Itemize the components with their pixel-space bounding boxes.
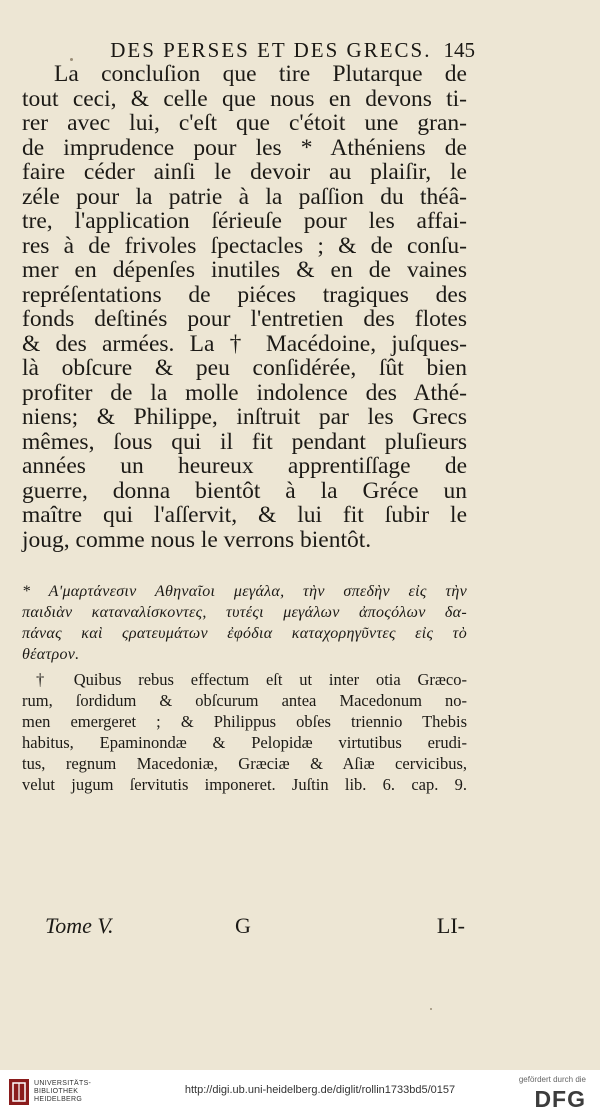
text-line: joug, comme nous le verrons bientôt. (22, 526, 372, 553)
greek-footnote-line: παιδιὰν καταναλίσκοντες, τυτέςι μεγάλων ἀποςόλων δα- (22, 604, 467, 621)
library-name: UNIVERSITÄTS- BIBLIOTHEK HEIDELBERG (34, 1080, 92, 1103)
viewer-footer-bar (0, 1070, 600, 1115)
greek-footnote-line: * Αʹμαρτάνεσιν Αθηναῖοι μεγάλα, τὴν σπεδὴν εἰς τὴν (22, 583, 467, 600)
text-line: repréſentations de piéces tragiques des (22, 281, 467, 308)
text-line: La concluſion que tire Plutarque de (54, 61, 467, 87)
text-line: & des armées. La † Macédoine, juſques- (22, 330, 467, 357)
text-line: profiter de la molle indolence des Athé- (22, 379, 467, 406)
text-line: là obſcure & peu conſidérée, ſût bien (22, 355, 467, 381)
text-line: maître qui l'aſſervit, & lui fit ſubir le (22, 502, 467, 528)
paper-speck (430, 1008, 432, 1010)
university-seal-icon (8, 1078, 30, 1106)
text-line: tre, l'application ſérieuſe pour les affai- (22, 208, 467, 234)
greek-footnote-line: πάνας καὶ ςρατευμάτων ἐφόδια καταχορηγῦντες εἰς τὸ (22, 625, 467, 642)
sponsor-caption: gefördert durch die (518, 1075, 586, 1084)
latin-footnote-line: habitus, Epaminondæ & Pelopidæ virtutibus erudi- (22, 733, 467, 752)
footnotes (22, 581, 467, 795)
permalink-url[interactable]: http://digi.ub.uni-heidelberg.de/diglit/rollin1733bd5/0157 (184, 1084, 456, 1096)
main-text (22, 62, 467, 552)
text-line: zéle pour la patrie à la paſſion du théâ- (22, 183, 467, 210)
paper-speck (70, 58, 73, 61)
greek-footnote-line: θέατρον. (22, 646, 80, 663)
catchword: LI- (436, 913, 465, 938)
dfg-logo: DFG (534, 1086, 586, 1112)
volume-label: Tome V. (45, 913, 114, 938)
latin-footnote-line: † Quibus rebus effectum eſt ut inter otia Græco- (36, 670, 467, 689)
latin-footnote-line: tus, regnum Macedoniæ, Græciæ & Aſiæ cervicibus, (22, 754, 467, 773)
signature-mark: G (235, 913, 251, 938)
text-line: tout ceci, & celle que nous en devons ti- (22, 85, 467, 112)
greek-footnote (22, 581, 467, 665)
text-line: niens; & Philippe, inſtruit par les Grecs (22, 404, 467, 430)
text-line: fonds deſtinés pour l'entretien des flotes (22, 306, 467, 332)
latin-footnote (22, 669, 467, 795)
running-header (50, 38, 475, 63)
page-number: 145 (443, 38, 475, 62)
text-line: rer avec lui, c'eſt que c'étoit une gran- (22, 110, 467, 136)
text-line: guerre, donna bientôt à la Gréce un (22, 477, 467, 504)
text-line: années un heureux apprentiſſage de (22, 453, 467, 479)
text-line: de imprudence pour les * Athéniens de (22, 134, 467, 161)
text-line: mer en dépenſes inutiles & en de vaines (22, 257, 467, 283)
latin-footnote-line: rum, ſordidum & obſcurum antea Macedonum no- (22, 691, 467, 710)
text-line: res à de frivoles ſpectacles ; & de conſu- (22, 232, 467, 259)
text-line: faire céder ainſi le devoir au plaiſir, le (22, 159, 467, 185)
latin-footnote-line: velut jugum ſervitutis imponeret. Juſtin lib. 6. cap. 9. (22, 775, 467, 794)
latin-footnote-line: men emergeret ; & Philippus obſes triennio Thebis (22, 712, 467, 731)
running-title: DES PERSES ET DES GRECS. (110, 38, 432, 62)
text-line: mêmes, ſous qui il fit pendant pluſieurs (22, 428, 467, 455)
